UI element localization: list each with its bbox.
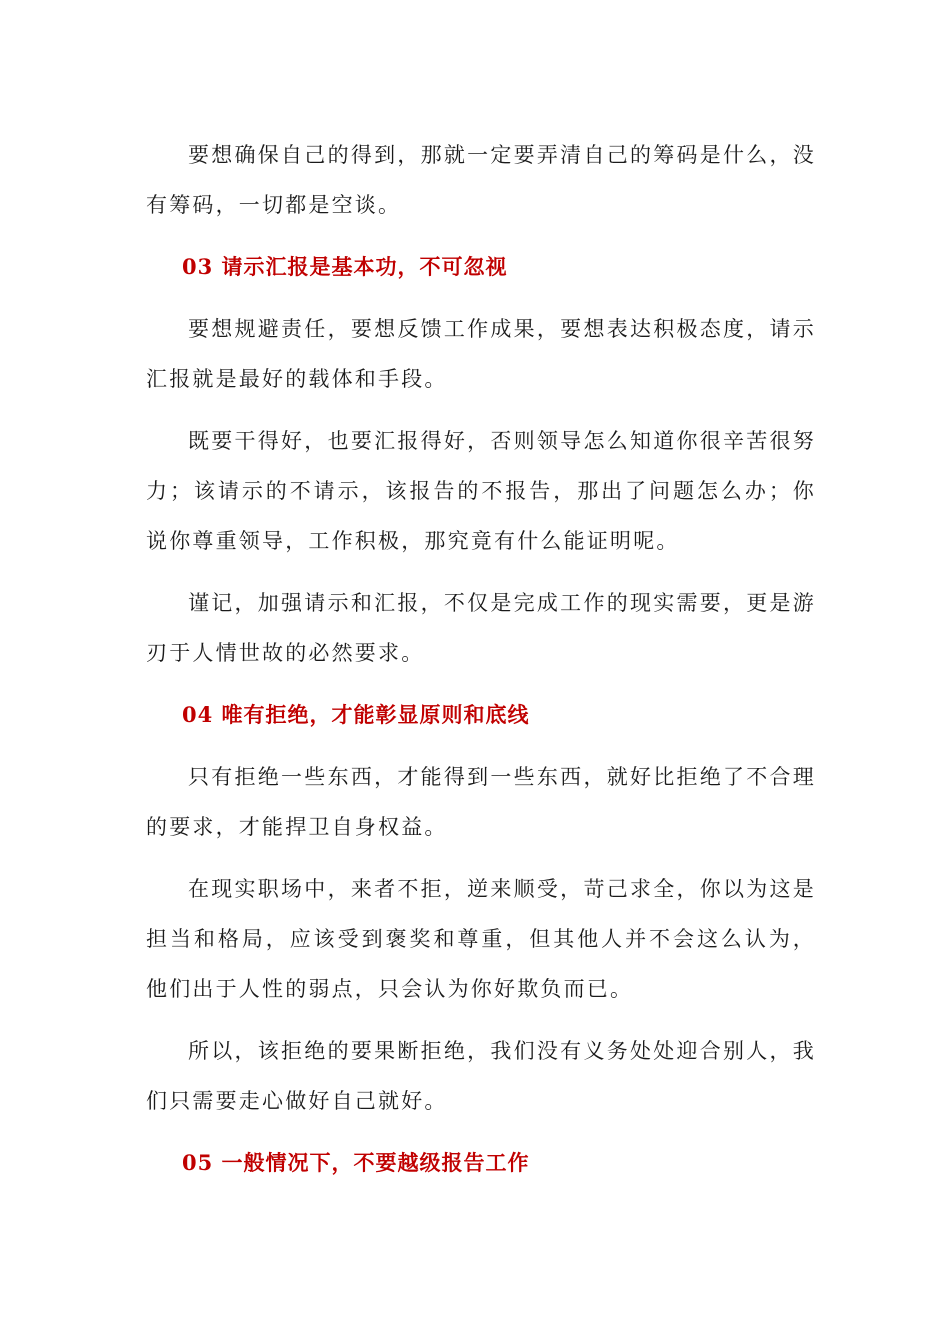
paragraph-chips: 要想确保自己的得到，那就一定要弄清自己的筹码是什么，没有筹码，一切都是空谈。	[146, 143, 816, 217]
paragraph-workplace-reality: 在现实职场中，来者不拒，逆来顺受，苛己求全，你以为这是担当和格局，应该受到褒奖和尊重，但其他人并不会这么认为，他们出于人性的弱点，只会认为你好欺负而已。	[146, 877, 816, 1001]
document-body	[146, 130, 816, 1200]
section-heading-03: 03 请示汇报是基本功，不可忽视	[182, 254, 508, 279]
paragraph-report-carrier: 要想规避责任，要想反馈工作成果，要想表达积极态度，请示汇报就是最好的载体和手段。	[146, 317, 816, 391]
paragraph-refuse-decisively: 所以，该拒绝的要果断拒绝，我们没有义务处处迎合别人，我们只需要走心做好自己就好。	[146, 1039, 816, 1113]
paragraph-do-and-report: 既要干得好，也要汇报得好，否则领导怎么知道你很辛苦很努力；该请示的不请示，该报告的不报告，那出了问题怎么办；你说你尊重领导，工作积极，那究竟有什么能证明呢。	[146, 429, 816, 553]
paragraph-remember: 谨记，加强请示和汇报，不仅是完成工作的现实需要，更是游刃于人情世故的必然要求。	[146, 591, 816, 665]
section-heading-05: 05 一般情况下，不要越级报告工作	[182, 1150, 530, 1175]
paragraph-refuse-to-gain: 只有拒绝一些东西，才能得到一些东西，就好比拒绝了不合理的要求，才能捍卫自身权益。	[146, 765, 816, 839]
section-heading-04: 04 唯有拒绝，才能彰显原则和底线	[182, 702, 530, 727]
